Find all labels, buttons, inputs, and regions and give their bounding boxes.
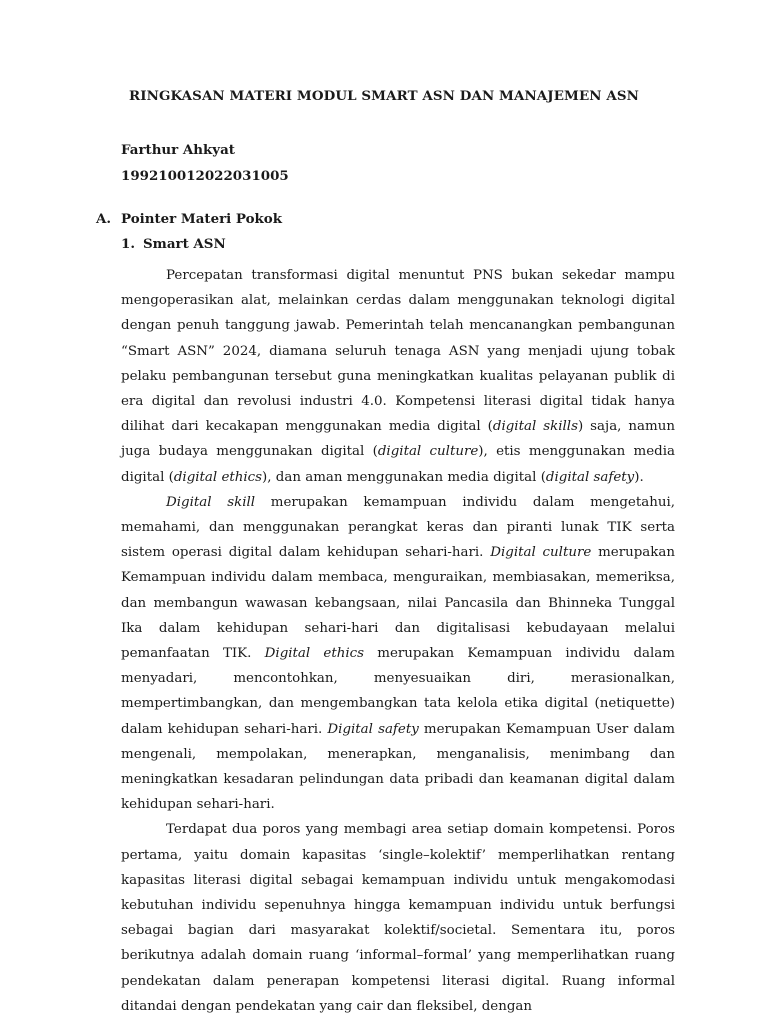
paragraph-text: ). xyxy=(634,469,644,485)
subsection-heading xyxy=(121,236,226,252)
paragraph-text: merupakan Kemampuan individu dalam menyadari, mencontohkan, menyesuaikan diri, merasionalkan, mempertimbangkan, dan mengembangkan tata kelola etika digital (netiquette) dalam kehidupan sehari-hari. xyxy=(121,646,675,737)
paragraph-text: ), etis menggunakan media digital ( xyxy=(121,444,675,485)
subsection-marker: 1. xyxy=(121,236,135,252)
emphasis-term: digital ethics xyxy=(173,469,263,485)
emphasis-term: digital safety xyxy=(545,469,635,485)
author-name: Farthur Ahkyat xyxy=(121,142,235,158)
author-id: 199210012022031005 xyxy=(121,168,289,184)
body-text xyxy=(121,263,675,1019)
emphasis-term: Digital safety xyxy=(327,721,419,737)
emphasis-term: Digital skill xyxy=(166,494,256,510)
paragraph-text: ), dan aman menggunakan media digital ( xyxy=(262,469,546,485)
paragraph xyxy=(121,490,675,818)
document-title: RINGKASAN MATERI MODUL SMART ASN DAN MANAJEMEN ASN xyxy=(129,88,639,104)
paragraph-text: ) saja, namun juga budaya menggunakan digital ( xyxy=(121,419,675,460)
emphasis-term: digital culture xyxy=(377,444,479,460)
paragraph xyxy=(121,263,675,490)
section-heading xyxy=(96,211,282,227)
emphasis-term: digital skills xyxy=(492,419,578,435)
section-marker: A. xyxy=(96,211,112,227)
paragraph-text: merupakan Kemampuan User dalam mengenali, mempolakan, menerapkan, menganalisis, menimbang dan meningkatkan kesadaran pelindungan data pribadi dan keamanan digital dalam kehidupan sehari-hari. xyxy=(121,721,675,813)
paragraph-text: Percepatan transformasi digital menuntut PNS bukan sekedar mampu mengoperasikan alat, melainkan cerdas dalam menggunakan teknologi digital dengan penuh tanggung jawab. Pemerintah telah mencanangkan pembangunan “Smart ASN” 2024, diamana seluruh tenaga ASN yang menjadi ujung tobak pelaku pembangunan tersebut guna meningkatkan kualitas pelayanan publik di era digital dan revolusi industri 4.0. Kompetensi literasi digital tidak hanya dilihat dari kecakapan menggunakan media digital ( xyxy=(121,268,675,435)
emphasis-term: Digital ethics xyxy=(264,646,365,662)
paragraph-text: merupakan kemampuan individu dalam mengetahui, memahami, dan menggunakan perangkat keras dan piranti lunak TIK serta sistem operasi digital dalam kehidupan sehari-hari. xyxy=(121,494,675,561)
section-heading-text: Pointer Materi Pokok xyxy=(121,211,283,227)
paragraph xyxy=(121,817,675,1019)
emphasis-term: Digital culture xyxy=(490,545,592,561)
paragraph-text: Terdapat dua poros yang membagi area setiap domain kompetensi. Poros pertama, yaitu domain kapasitas ‘single–kolektif’ memperlihatkan rentang kapasitas literasi digital sebagai kemampuan individu untuk mengakomodasi kebutuhan individu sepenuhnya hingga kemampuan individu untuk berfungsi sebagai bagian dari masyarakat kolektif/societal. Sementara itu, poros berikutnya adalah domain ruang ‘informal–formal’ yang memperlihatkan ruang pendekatan dalam penerapan kompetensi literasi digital. Ruang informal ditandai dengan pendekatan yang cair dan fleksibel, dengan xyxy=(121,822,675,1014)
paragraph-text: merupakan Kemampuan individu dalam membaca, menguraikan, membiasakan, memeriksa, dan membangun wawasan kebangsaan, nilai Pancasila dan Bhinneka Tunggal Ika dalam kehidupan sehari-hari dan digitalisasi kebudayaan melalui pemanfaatan TIK. xyxy=(121,545,676,662)
subsection-heading-text: Smart ASN xyxy=(143,236,226,252)
author-block xyxy=(121,137,289,189)
